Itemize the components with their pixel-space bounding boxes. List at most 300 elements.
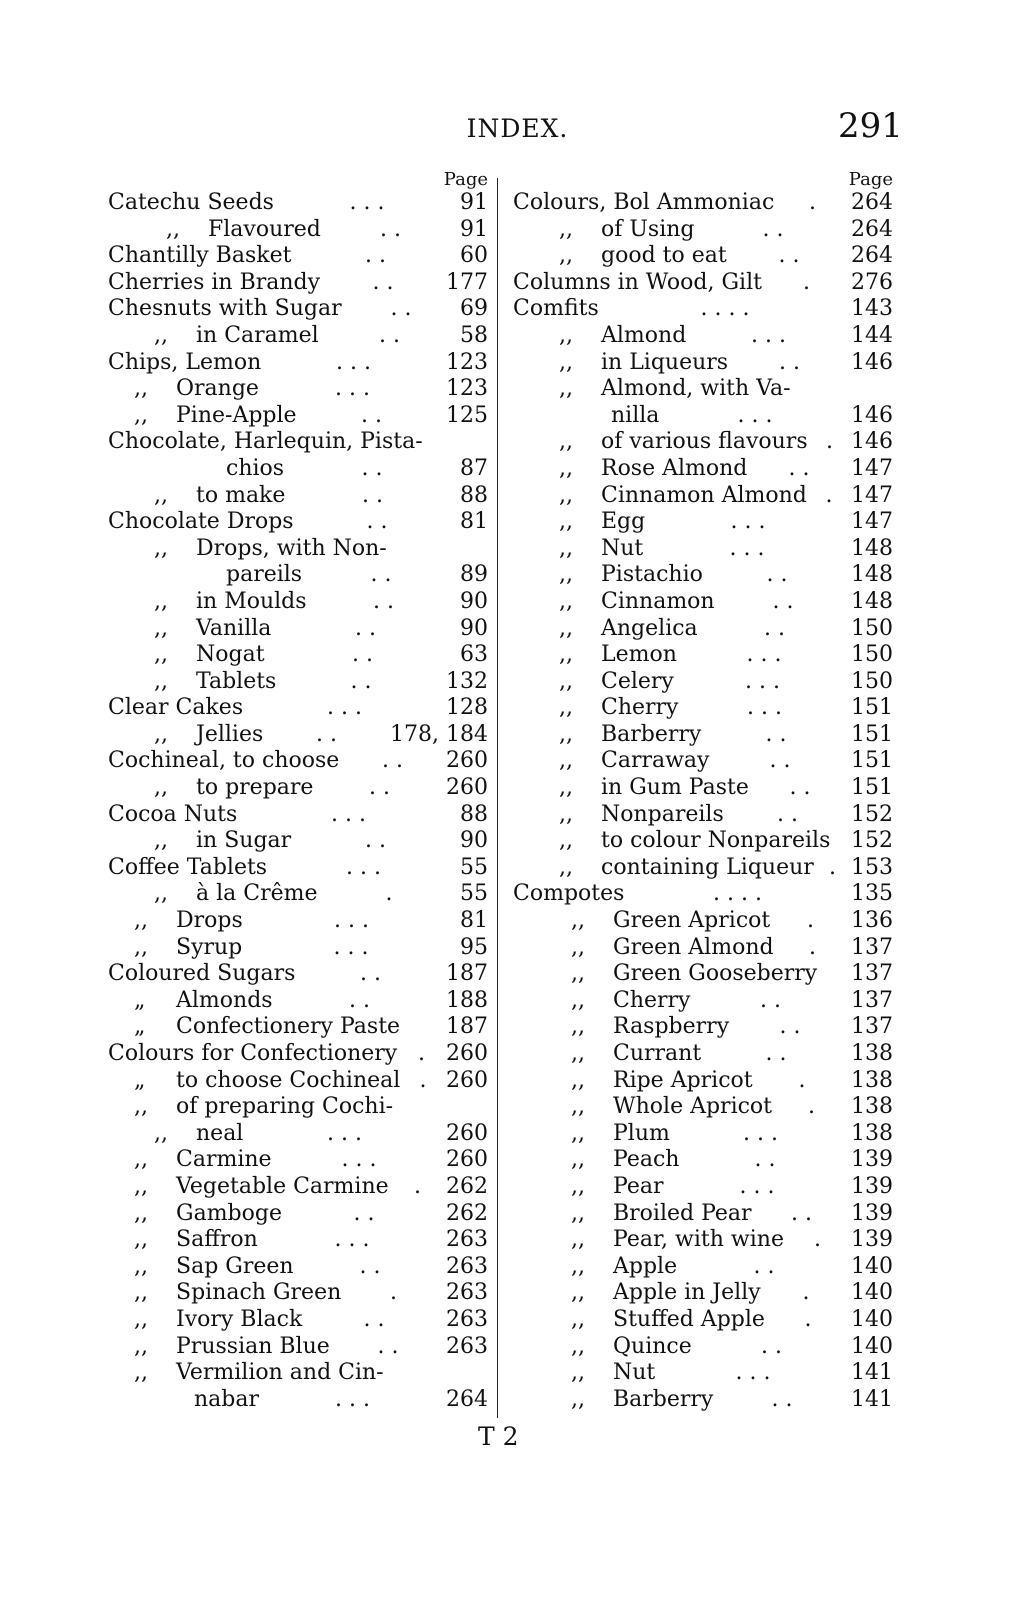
index-entry (513, 589, 893, 616)
leader-dots: . (829, 854, 836, 880)
entry-name: Nut (601, 535, 644, 561)
leader-dots: . . (316, 721, 337, 747)
entry-name: Orange (176, 376, 259, 402)
entry-name: Apple in Jelly (613, 1280, 761, 1306)
index-entry (513, 1280, 893, 1307)
entry-page-number: 140 (851, 1253, 893, 1279)
entry-name: Coloured Sugars (108, 961, 296, 987)
ditto-mark: ,, (559, 562, 573, 588)
index-entry (108, 323, 488, 350)
leader-dots: . . . (730, 509, 766, 535)
ditto-mark: ,, (559, 854, 573, 880)
entry-name: Pine-Apple (176, 402, 297, 428)
entry-page-number: 141 (851, 1360, 893, 1386)
ditto-mark: ,, (559, 801, 573, 827)
leader-dots: . . (379, 322, 400, 348)
leader-dots: . . (362, 482, 383, 508)
entry-name: Vermilion and Cin- (176, 1360, 384, 1386)
entry-page-number: 137 (851, 1014, 893, 1040)
index-entry (108, 961, 488, 988)
entry-page-number: 135 (851, 881, 893, 907)
index-entry (513, 429, 893, 456)
entry-name: pareils (226, 562, 303, 588)
index-entry (108, 1094, 488, 1121)
entry-name: Carmine (176, 1147, 272, 1173)
entry-name: to choose Cochineal (176, 1067, 401, 1093)
leader-dots: . . . (735, 1360, 771, 1386)
entry-page-number: 125 (446, 402, 488, 428)
index-entry (513, 1387, 893, 1414)
ditto-mark: ,, (154, 482, 168, 508)
ditto-mark: ,, (154, 775, 168, 801)
entry-page-number: 81 (460, 908, 488, 934)
index-entry (513, 296, 893, 323)
ditto-mark: ,, (571, 1280, 585, 1306)
index-entry (513, 748, 893, 775)
ditto-mark: ,, (134, 1333, 148, 1359)
index-entry (513, 403, 893, 430)
ditto-mark: ,, (134, 1280, 148, 1306)
index-entry (513, 1201, 893, 1228)
entry-page-number: 123 (446, 376, 488, 402)
index-entry (513, 376, 893, 403)
page-number: 291 (838, 106, 903, 146)
index-entry (108, 1201, 488, 1228)
leader-dots: . . . (331, 801, 366, 827)
ditto-mark: ,, (571, 987, 585, 1013)
leader-dots: . (804, 1306, 812, 1332)
ditto-mark: ,, (559, 642, 573, 668)
leader-dots: . . (760, 987, 781, 1013)
leader-dots: . . (764, 615, 785, 641)
index-entry (513, 961, 893, 988)
leader-dots: . (807, 908, 814, 934)
entry-name: Nogat (196, 642, 265, 668)
entry-name: Stuffed Apple (613, 1306, 765, 1332)
entry-name: Chesnuts with Sugar (108, 296, 342, 322)
leader-dots: . . (361, 455, 383, 481)
ditto-mark: ,, (559, 775, 573, 801)
entry-page-number: 55 (460, 854, 488, 880)
entry-name: in Caramel (196, 322, 319, 348)
leader-dots: . . (772, 588, 794, 614)
index-entry (108, 217, 488, 244)
leader-dots: . (814, 1227, 821, 1253)
entry-name: of preparing Cochi- (176, 1094, 394, 1120)
ditto-mark: ,, (571, 934, 585, 960)
ditto-mark: ,, (134, 1200, 148, 1226)
leader-dots: . . (779, 349, 800, 375)
index-entry (513, 669, 893, 696)
entry-name: Jellies (196, 721, 264, 747)
entry-page-number: 178, 184 (390, 721, 488, 747)
entry-name: Cocoa Nuts (108, 801, 238, 827)
entry-page-number: 90 (460, 588, 488, 614)
entry-page-number: 146 (851, 349, 893, 375)
entry-page-number: 69 (460, 296, 488, 322)
index-entry (108, 775, 488, 802)
entry-name: Green Gooseberry (613, 961, 818, 987)
entry-name: Spinach Green (176, 1280, 342, 1306)
entry-name: Drops (176, 908, 243, 934)
ditto-mark: ,, (154, 322, 168, 348)
leader-dots: . . . (336, 349, 371, 375)
entry-name: containing Liqueur (601, 854, 814, 880)
leader-dots: . (809, 190, 816, 215)
index-entry (108, 802, 488, 829)
page-column-label: Page (443, 169, 488, 190)
ditto-mark: ,, (571, 1067, 585, 1093)
ditto-mark: ,, (154, 535, 168, 561)
ditto-mark: ,, (571, 1094, 585, 1120)
entry-page-number: 260 (446, 748, 488, 774)
index-entry (513, 1094, 893, 1121)
leader-dots: . . (777, 801, 798, 827)
ditto-mark: ,, (559, 322, 573, 348)
index-entry (513, 695, 893, 722)
entry-page-number: 264 (446, 1386, 488, 1412)
entry-page-number: 150 (851, 668, 893, 694)
index-entry (108, 1227, 488, 1254)
entry-page-number: 262 (446, 1200, 488, 1226)
entry-page-number: 260 (446, 1120, 488, 1146)
page-column-label: Page (848, 169, 893, 190)
index-entry (108, 669, 488, 696)
entry-page-number: 150 (851, 642, 893, 668)
ditto-mark: ,, (571, 1173, 585, 1199)
leader-dots: . . (765, 721, 787, 747)
entry-page-number: 139 (851, 1200, 893, 1226)
entry-page-number: 139 (851, 1173, 893, 1199)
index-entry (108, 748, 488, 775)
entry-name: Sap Green (176, 1253, 294, 1279)
entry-name: Green Apricot (613, 908, 771, 934)
entry-page-number: 263 (446, 1333, 488, 1359)
index-entry (108, 642, 488, 669)
ditto-mark: ,, (559, 748, 573, 774)
ditto-mark: ,, (559, 721, 573, 747)
ditto-mark: ,, (134, 1094, 148, 1120)
leader-dots: . . . (747, 695, 782, 721)
entry-page-number: 188 (446, 987, 488, 1013)
leader-dots: . (414, 1173, 421, 1199)
entry-name: Egg (601, 509, 646, 535)
entry-page-number: 146 (851, 429, 893, 455)
entry-page-number: 58 (460, 322, 488, 348)
entry-page-number: 153 (851, 854, 893, 880)
entry-page-number: 263 (446, 1306, 488, 1332)
ditto-mark: ,, (571, 1333, 585, 1359)
entry-page-number: 264 (851, 190, 893, 215)
entry-name: Nonpareils (601, 801, 724, 827)
entry-page-number: 260 (446, 1041, 488, 1066)
index-entry (108, 1254, 488, 1281)
index-entry (108, 376, 488, 403)
entry-name: Cherries in Brandy (108, 269, 321, 295)
ditto-mark: ,, (134, 908, 148, 934)
index-entry (108, 403, 488, 430)
leader-dots: . . . (739, 1173, 775, 1199)
entry-page-number: 143 (851, 296, 893, 322)
ditto-mark: ,, (559, 216, 573, 242)
leader-dots: . . . (745, 668, 780, 694)
leader-dots: . (418, 1041, 425, 1066)
entry-page-number: 147 (851, 455, 893, 481)
ditto-mark: ,, (154, 1120, 168, 1146)
entry-page-number: 91 (460, 216, 488, 242)
entry-name: of Using (601, 216, 695, 242)
entry-name: Plum (613, 1120, 670, 1146)
leader-dots: . . (761, 1333, 782, 1359)
index-entry (513, 190, 893, 217)
ditto-mark: ,, (571, 1041, 585, 1066)
entry-name: Barberry (601, 721, 702, 747)
ditto-mark: ,, (559, 243, 573, 269)
entry-name: Pistachio (601, 562, 703, 588)
ditto-mark: ,, (559, 588, 573, 614)
index-entry (513, 1121, 893, 1148)
index-entry (108, 270, 488, 297)
leader-dots: . (798, 1067, 806, 1093)
entry-name: Cherry (601, 695, 679, 721)
leader-dots: . . (372, 269, 394, 295)
ditto-mark: ,, (134, 376, 148, 402)
index-entry (108, 1041, 488, 1068)
page-title: INDEX. (466, 114, 569, 143)
entry-page-number: 148 (851, 535, 893, 561)
entry-name: Peach (613, 1147, 680, 1173)
entry-name: neal (196, 1120, 244, 1146)
entry-page-number: 262 (446, 1173, 488, 1199)
leader-dots: . . (366, 509, 388, 535)
entry-page-number: 263 (446, 1280, 488, 1306)
leader-dots: . . . (334, 908, 369, 934)
index-entry (513, 881, 893, 908)
entry-page-number: 138 (851, 1067, 893, 1093)
index-column-right (513, 163, 893, 1413)
leader-dots: . . (380, 216, 401, 242)
entry-name: nilla (611, 402, 660, 428)
entry-name: Nut (613, 1360, 656, 1386)
entry-page-number: 152 (851, 801, 893, 827)
index-entry (108, 350, 488, 377)
index-entry (513, 855, 893, 882)
leader-dots: . . (390, 296, 412, 322)
entry-page-number: 276 (851, 269, 893, 295)
ditto-mark: ,, (571, 1147, 585, 1173)
leader-dots: . . . . (713, 881, 762, 907)
entry-name: to prepare (196, 775, 314, 801)
ditto-mark: ,, (154, 668, 168, 694)
leader-dots: . (803, 269, 810, 295)
leader-dots: . . (355, 615, 376, 641)
entry-page-number: 264 (851, 216, 893, 242)
leader-dots: . . (769, 748, 791, 774)
entry-page-number: 132 (446, 668, 488, 694)
leader-dots: . . (369, 775, 390, 801)
index-entry (513, 775, 893, 802)
entry-name: à la Crême (196, 881, 318, 907)
ditto-mark: ,, (571, 1227, 585, 1253)
entry-name: Quince (613, 1333, 692, 1359)
ditto-mark: ,, (559, 482, 573, 508)
ditto-mark: ,, (134, 1253, 148, 1279)
entry-page-number: 148 (851, 588, 893, 614)
entry-page-number: 137 (851, 961, 893, 987)
ditto-mark: ,, (571, 1386, 585, 1412)
leader-dots: . . (765, 1041, 787, 1066)
leader-dots: . . (350, 668, 372, 694)
ditto-mark: ,, (571, 1253, 585, 1279)
leader-dots: . . . (335, 1386, 370, 1412)
leader-dots: . (826, 429, 833, 455)
entry-page-number: 151 (851, 721, 893, 747)
entry-name: Chocolate Drops (108, 509, 294, 535)
entry-name: Chantilly Basket (108, 243, 292, 269)
ditto-mark: ,, (154, 828, 168, 854)
leader-dots: . . . (333, 934, 369, 960)
index-entry (108, 855, 488, 882)
entry-name: to make (196, 482, 286, 508)
ditto-mark: ,, (571, 1120, 585, 1146)
index-entry (108, 616, 488, 643)
ditto-mark: ,, (559, 376, 573, 402)
ditto-mark: ,, (134, 402, 148, 428)
ditto-mark: ,, (154, 642, 168, 668)
leader-dots: . . (377, 1333, 399, 1359)
leader-dots: . . (382, 748, 403, 774)
leader-dots: . . (349, 987, 370, 1013)
ditto-mark: ,, (559, 668, 573, 694)
entry-page-number: 138 (851, 1120, 893, 1146)
ditto-mark: ,, (154, 721, 168, 747)
index-entry (513, 1068, 893, 1095)
entry-name: Colours, Bol Ammoniac (513, 190, 775, 215)
index-entry (108, 722, 488, 749)
leader-dots: . . (365, 828, 386, 854)
ditto-mark: ,, (154, 881, 168, 907)
ditto-mark: ,, (559, 455, 573, 481)
leader-dots: . . (779, 1014, 801, 1040)
leader-dots: . . . (729, 535, 765, 561)
entry-page-number: 55 (460, 881, 488, 907)
leader-dots: . . (762, 216, 784, 242)
ditto-mark: ,, (559, 509, 573, 535)
index-entry (513, 935, 893, 962)
index-entry (108, 881, 488, 908)
index-entry (513, 828, 893, 855)
leader-dots: . (809, 934, 816, 960)
ditto-mark: ,, (571, 1014, 585, 1040)
index-entry (513, 509, 893, 536)
entry-name: Cinnamon (601, 588, 715, 614)
entry-page-number: 150 (851, 615, 893, 641)
ditto-mark: ,, (134, 1173, 148, 1199)
ditto-mark: ,, (559, 535, 573, 561)
entry-page-number: 138 (851, 1094, 893, 1120)
entry-page-number: 140 (851, 1306, 893, 1332)
entry-name: Cinnamon Almond (601, 482, 807, 508)
index-entry (108, 483, 488, 510)
entry-page-number: 137 (851, 934, 893, 960)
index-entry (513, 1307, 893, 1334)
entry-name: Vegetable Carmine (176, 1173, 389, 1199)
leader-dots: . . (753, 1253, 775, 1279)
index-entry (513, 243, 893, 270)
entry-page-number: 95 (460, 934, 488, 960)
index-entry (513, 483, 893, 510)
entry-page-number: 138 (851, 1041, 893, 1066)
index-entry (513, 1147, 893, 1174)
index-entry (513, 1360, 893, 1387)
entry-name: Ivory Black (176, 1306, 303, 1332)
index-entry (513, 722, 893, 749)
entry-page-number: 136 (851, 908, 893, 934)
entry-page-number: 90 (460, 828, 488, 854)
index-entry (108, 190, 488, 217)
entry-page-number: 141 (851, 1386, 893, 1412)
leader-dots: . (808, 1094, 815, 1120)
entry-name: Ripe Apricot (613, 1067, 753, 1093)
ditto-mark: ,, (134, 1227, 148, 1253)
entry-name: Whole Apricot (613, 1094, 773, 1120)
entry-name: Saffron (176, 1227, 258, 1253)
index-entry (108, 1147, 488, 1174)
ditto-mark: ,, (571, 961, 585, 987)
ditto-mark: ,, (166, 216, 180, 242)
entry-name: Chips, Lemon (108, 349, 262, 375)
leader-dots: . . (373, 588, 394, 614)
ditto-mark: ,, (559, 429, 573, 455)
leader-dots: . . (771, 1386, 793, 1412)
leader-dots: . . . (743, 1120, 778, 1146)
entry-name: Rose Almond (601, 455, 748, 481)
leader-dots: . . . (746, 642, 782, 668)
index-entry (513, 642, 893, 669)
index-entry (108, 1334, 488, 1361)
entry-page-number: 88 (460, 801, 488, 827)
index-entry (513, 1227, 893, 1254)
entry-name: in Liqueurs (601, 349, 729, 375)
entry-name: Almond (601, 322, 687, 348)
entry-name: good to eat (601, 243, 727, 269)
entry-page-number: 152 (851, 828, 893, 854)
leader-dots: . . . (346, 854, 381, 880)
ditto-mark: ,, (559, 828, 573, 854)
index-entry (108, 1387, 488, 1414)
entry-page-number: 123 (446, 349, 488, 375)
index-entry (108, 1014, 488, 1041)
entry-name: Apple (613, 1253, 678, 1279)
entry-name: Angelica (601, 615, 698, 641)
entry-name: Compotes (513, 881, 625, 907)
ditto-mark: „ (134, 1014, 146, 1040)
entry-page-number: 146 (851, 402, 893, 428)
leader-dots: . . (788, 455, 810, 481)
entry-name: Prussian Blue (176, 1333, 330, 1359)
entry-name: nabar (194, 1386, 260, 1412)
entry-name: Catechu Seeds (108, 190, 274, 215)
entry-page-number: 139 (851, 1227, 893, 1253)
entry-page-number: 144 (851, 322, 893, 348)
leader-dots: . . . (751, 322, 786, 348)
entry-name: Lemon (601, 642, 677, 668)
entry-name: to colour Nonpareils (601, 828, 831, 854)
entry-name: Chocolate, Harlequin, Pista- (108, 429, 423, 455)
index-entry (513, 350, 893, 377)
signature-mark: T 2 (478, 1422, 519, 1451)
leader-dots: . . (352, 642, 373, 668)
